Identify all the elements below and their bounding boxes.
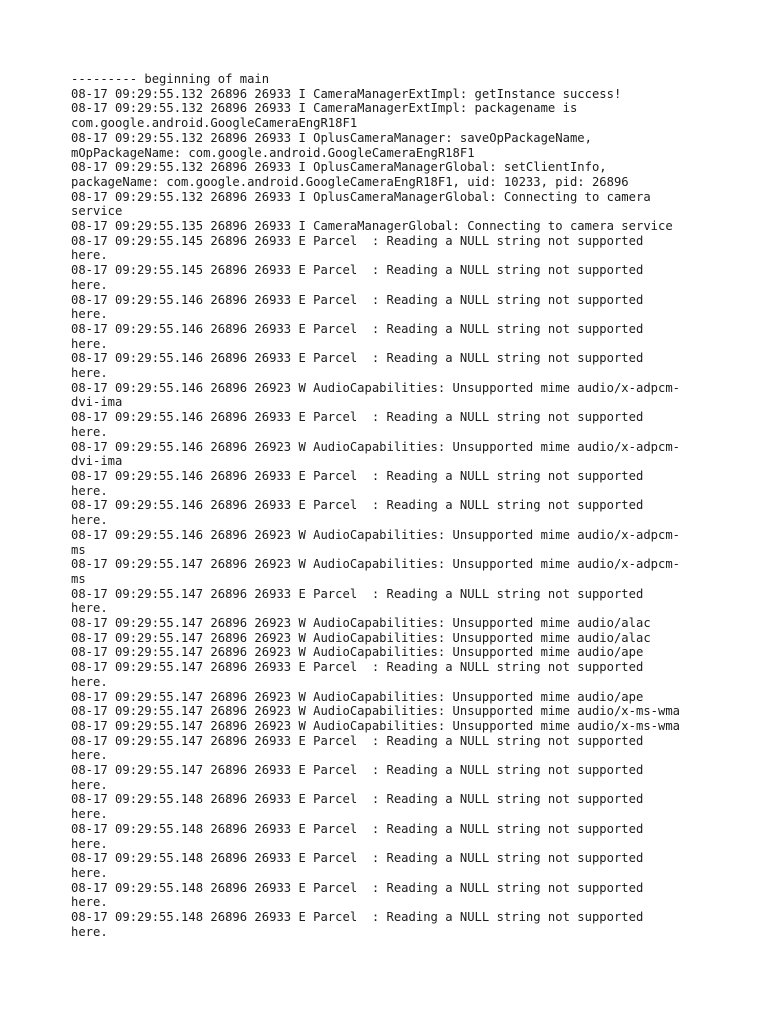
log-line: 08-17 09:29:55.146 26896 26933 E Parcel : Reading a NULL string not supported [71, 321, 644, 336]
log-line: 08-17 09:29:55.148 26896 26933 E Parcel : Reading a NULL string not supported [71, 792, 644, 807]
log-line: packageName: com.google.android.GoogleCameraEngR18F1, uid: 10233, pid: 26896 [71, 174, 629, 189]
log-line: 08-17 09:29:55.132 26896 26933 I CameraManagerExtImpl: packagename is [71, 101, 578, 116]
log-line: 08-17 09:29:55.147 26896 26923 W AudioCapabilities: Unsupported mime audio/alac [71, 630, 651, 645]
log-line: here. [71, 674, 108, 689]
log-line: service [71, 204, 123, 219]
log-line: here. [71, 895, 108, 910]
log-line: 08-17 09:29:55.146 26896 26923 W AudioCapabilities: Unsupported mime audio/x-adpcm- [71, 527, 681, 542]
log-line: 08-17 09:29:55.146 26896 26933 E Parcel : Reading a NULL string not supported [71, 410, 644, 425]
log-line: 08-17 09:29:55.147 26896 26933 E Parcel : Reading a NULL string not supported [71, 763, 644, 778]
log-line: 08-17 09:29:55.145 26896 26933 E Parcel : Reading a NULL string not supported [71, 233, 644, 248]
log-line: 08-17 09:29:55.147 26896 26933 E Parcel : Reading a NULL string not supported [71, 660, 644, 675]
log-line: dvi-ima [71, 395, 123, 410]
log-line: 08-17 09:29:55.148 26896 26933 E Parcel : Reading a NULL string not supported [71, 910, 644, 925]
log-line: here. [71, 277, 108, 292]
log-line: 08-17 09:29:55.147 26896 26923 W AudioCapabilities: Unsupported mime audio/x-adpcm- [71, 557, 681, 572]
log-text [71, 72, 731, 939]
log-line: 08-17 09:29:55.146 26896 26923 W AudioCapabilities: Unsupported mime audio/x-adpcm- [71, 439, 681, 454]
log-line: 08-17 09:29:55.147 26896 26923 W AudioCapabilities: Unsupported mime audio/ape [71, 645, 644, 660]
log-line: here. [71, 748, 108, 763]
log-line: here. [71, 513, 108, 528]
log-line: 08-17 09:29:55.132 26896 26933 I CameraManagerExtImpl: getInstance success! [71, 86, 622, 101]
log-line: 08-17 09:29:55.147 26896 26923 W AudioCapabilities: Unsupported mime audio/x-ms-wma [71, 704, 681, 719]
log-line: 08-17 09:29:55.146 26896 26923 W AudioCapabilities: Unsupported mime audio/x-adpcm- [71, 380, 681, 395]
log-line: 08-17 09:29:55.146 26896 26933 E Parcel : Reading a NULL string not supported [71, 498, 644, 513]
log-line: mOpPackageName: com.google.android.GoogleCameraEngR18F1 [71, 145, 475, 160]
log-line: ms [71, 571, 86, 586]
log-line: 08-17 09:29:55.132 26896 26933 I OplusCameraManagerGlobal: Connecting to camera [71, 189, 651, 204]
log-line: here. [71, 307, 108, 322]
log-line: 08-17 09:29:55.148 26896 26933 E Parcel : Reading a NULL string not supported [71, 821, 644, 836]
log-line: here. [71, 924, 108, 939]
log-line: here. [71, 366, 108, 381]
log-line: here. [71, 777, 108, 792]
log-line: here. [71, 336, 108, 351]
log-line: 08-17 09:29:55.132 26896 26933 I OplusCameraManagerGlobal: setClientInfo, [71, 160, 607, 175]
log-line: 08-17 09:29:55.145 26896 26933 E Parcel : Reading a NULL string not supported [71, 263, 644, 278]
log-line: 08-17 09:29:55.147 26896 26933 E Parcel : Reading a NULL string not supported [71, 733, 644, 748]
log-line: here. [71, 483, 108, 498]
log-line: --------- beginning of main [71, 72, 270, 86]
log-line: 08-17 09:29:55.147 26896 26923 W AudioCapabilities: Unsupported mime audio/alac [71, 616, 651, 631]
log-line: 08-17 09:29:55.146 26896 26933 E Parcel : Reading a NULL string not supported [71, 351, 644, 366]
log-line: dvi-ima [71, 454, 123, 469]
log-line: 08-17 09:29:55.146 26896 26933 E Parcel : Reading a NULL string not supported [71, 468, 644, 483]
log-line: ms [71, 542, 86, 557]
log-line: here. [71, 601, 108, 616]
log-line: here. [71, 424, 108, 439]
log-line: 08-17 09:29:55.135 26896 26933 I CameraManagerGlobal: Connecting to camera service [71, 219, 673, 234]
log-line: here. [71, 248, 108, 263]
log-line: 08-17 09:29:55.147 26896 26933 E Parcel : Reading a NULL string not supported [71, 586, 644, 601]
log-line: here. [71, 865, 108, 880]
log-line: 08-17 09:29:55.146 26896 26933 E Parcel : Reading a NULL string not supported [71, 292, 644, 307]
log-line: 08-17 09:29:55.148 26896 26933 E Parcel : Reading a NULL string not supported [71, 851, 644, 866]
log-line: 08-17 09:29:55.148 26896 26933 E Parcel : Reading a NULL string not supported [71, 880, 644, 895]
log-line: here. [71, 836, 108, 851]
log-line: com.google.android.GoogleCameraEngR18F1 [71, 116, 358, 131]
log-line: 08-17 09:29:55.147 26896 26923 W AudioCapabilities: Unsupported mime audio/ape [71, 689, 644, 704]
log-line: 08-17 09:29:55.132 26896 26933 I OplusCameraManager: saveOpPackageName, [71, 130, 592, 145]
log-line: 08-17 09:29:55.147 26896 26923 W AudioCapabilities: Unsupported mime audio/x-ms-wma [71, 718, 681, 733]
log-line: here. [71, 807, 108, 822]
